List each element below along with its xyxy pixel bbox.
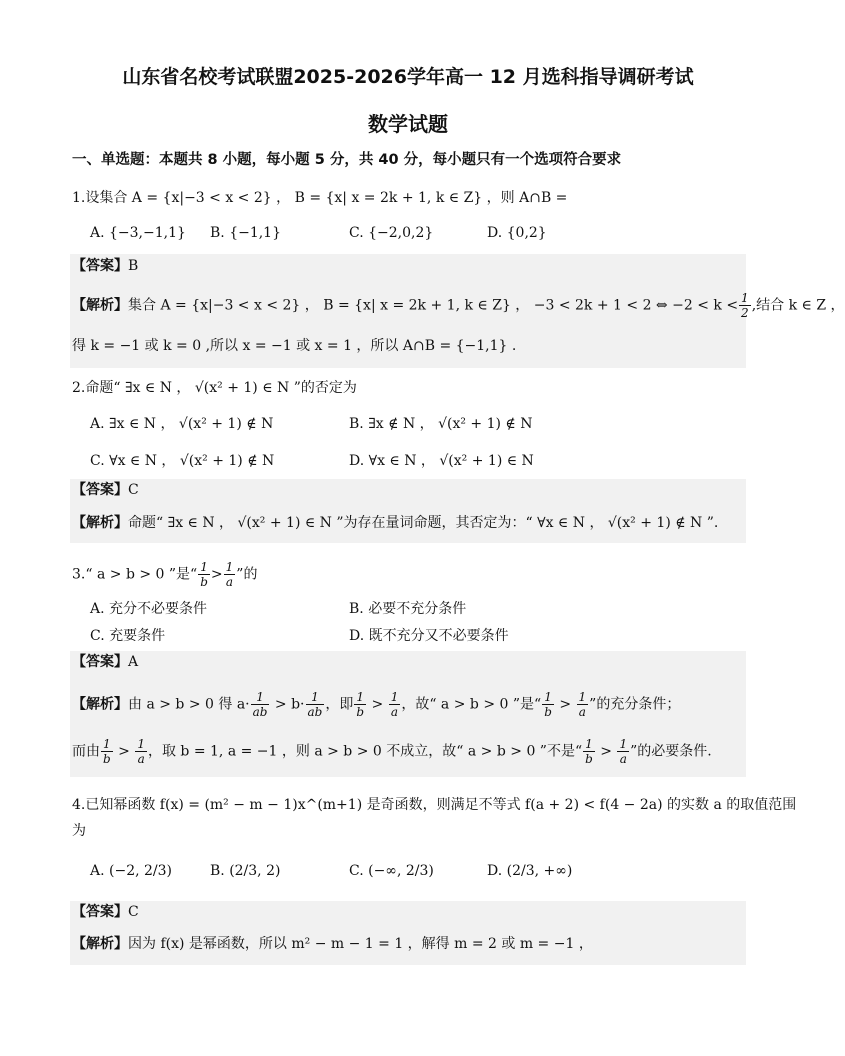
- q2-analysis-text: 命题“ ∃x ∈ N ， √(x² + 1) ∈ N ”为存在量词命题，其否定为：“ ∀x ∈ N ， √(x² + 1) ∉ N ”.: [128, 515, 719, 531]
- q2-stem: 2.命题“ ∃x ∈ N ， √(x² + 1) ∈ N ”的否定为: [72, 380, 357, 396]
- q1-stem: 1.设集合 A = {x|−3 < x < 2} ， B = {x| x = 2k + 1, k ∈ Z} ，则 A∩B =: [72, 190, 568, 206]
- q1-option-b: B. {−1,1}: [210, 225, 281, 241]
- q1-option-a: A. {−3,−1,1}: [90, 225, 186, 241]
- analysis-label: 【解析】: [72, 297, 128, 314]
- q3-option-d: D. 既不充分又不必要条件: [349, 628, 509, 644]
- q4-analysis-text: 因为 f(x) 是幂函数，所以 m² − m − 1 = 1 ，解得 m = 2 或 m = −1 ，: [128, 936, 593, 952]
- q1-option-c: C. {−2,0,2}: [349, 225, 434, 241]
- q4-option-d: D. (2/3, +∞): [487, 863, 573, 879]
- q3-analysis-line1: 【解析】由 a > b > 0 得 a· $\frac{1}{ab}$ > b· $\frac{1}{ab}$ ，即 $\frac{1}{b}$ > $\frac{1}{a}$ ，故“ a > b > 0 ”是“ $\frac{1}{b}$ > $\frac{1}{a}$ ”的充分条件；: [72, 690, 681, 719]
- q2-answer-value: C: [128, 482, 139, 498]
- q2-option-d: D. ∀x ∈ N ， √(x² + 1) ∈ N: [349, 453, 534, 469]
- q3-stem: 3.“ a > b > 0 ”是“ $\frac{1}{b}$ > $\frac{1}{a}$ ”的: [72, 560, 258, 589]
- document-subtitle: 数学试题: [368, 112, 448, 136]
- q4-stem-line1: 4.已知幂函数 f(x) = (m² − m − 1)x^(m+1) 是奇函数，则满足不等式 f(a + 2) < f(4 − 2a) 的实数 a 的取值范围: [72, 797, 797, 813]
- q1-option-d: D. {0,2}: [487, 225, 547, 241]
- q4-option-a: A. (−2, 2/3): [90, 863, 173, 879]
- q4-analysis: 【解析】因为 f(x) 是幂函数，所以 m² − m − 1 = 1 ，解得 m = 2 或 m = −1 ，: [72, 936, 593, 952]
- q4-answer-box: [70, 901, 746, 965]
- q3-stem-fraction-2: $\frac{1}{a}$: [225, 560, 234, 589]
- q3-option-a: A. 充分不必要条件: [90, 601, 208, 617]
- q1-analysis-line1: [72, 291, 845, 320]
- q3-stem-fraction-1: $\frac{1}{b}$: [200, 560, 208, 589]
- q2-answer: 【答案】C: [72, 482, 139, 498]
- document-title: 山东省名校考试联盟2025-2026学年高一 12 月选科指导调研考试: [122, 66, 694, 88]
- q4-option-b: B. (2/3, 2): [210, 863, 281, 879]
- q3-option-b: B. 必要不充分条件: [349, 601, 467, 617]
- q4-answer-value: C: [128, 904, 139, 920]
- q3-answer-value: A: [128, 654, 139, 670]
- q4-stem-line2: 为: [72, 823, 86, 839]
- q1-analysis-fraction: $\frac{1}{2}$: [741, 291, 749, 320]
- answer-label: 【答案】: [72, 258, 128, 274]
- q1-answer: [72, 256, 138, 276]
- q2-answer-box: [70, 479, 746, 543]
- q4-answer: 【答案】C: [72, 904, 139, 920]
- q3-answer: 【答案】A: [72, 654, 139, 670]
- q1-answer-value: B: [128, 258, 139, 274]
- q1-analysis-text-a: 集合 A = {x|−3 < x < 2} ， B = {x| x = 2k + 1, k ∈ Z} ， −3 < 2k + 1 < 2 ⇔ −2 < k <: [128, 297, 739, 314]
- q3-option-c: C. 充要条件: [90, 628, 166, 644]
- q2-analysis: 【解析】命题“ ∃x ∈ N ， √(x² + 1) ∈ N ”为存在量词命题，其否定为：“ ∀x ∈ N ， √(x² + 1) ∉ N ”.: [72, 515, 719, 531]
- q1-analysis-line2: 得 k = −1 或 k = 0 ,所以 x = −1 或 x = 1 ，所以 A∩B = {−1,1} .: [72, 338, 517, 354]
- section-heading: 一、单选题：本题共 8 小题，每小题 5 分，共 40 分，每小题只有一个选项符合要求: [72, 152, 622, 168]
- q2-option-a: A. ∃x ∈ N ， √(x² + 1) ∉ N: [90, 416, 274, 432]
- q2-option-b: B. ∃x ∉ N ， √(x² + 1) ∉ N: [349, 416, 533, 432]
- q3-analysis-line2: 而由 $\frac{1}{b}$ > $\frac{1}{a}$ ，取 b = 1, a = −1 ，则 a > b > 0 不成立，故“ a > b > 0 ”不是“ $\frac{1}{b}$ > $\frac{1}{a}$ ”的必要条件.: [72, 737, 712, 766]
- q4-option-c: C. (−∞, 2/3): [349, 863, 434, 879]
- q2-option-c: C. ∀x ∈ N ， √(x² + 1) ∉ N: [90, 453, 275, 469]
- q1-analysis-text-b: ,结合 k ∈ Z ，: [751, 297, 845, 314]
